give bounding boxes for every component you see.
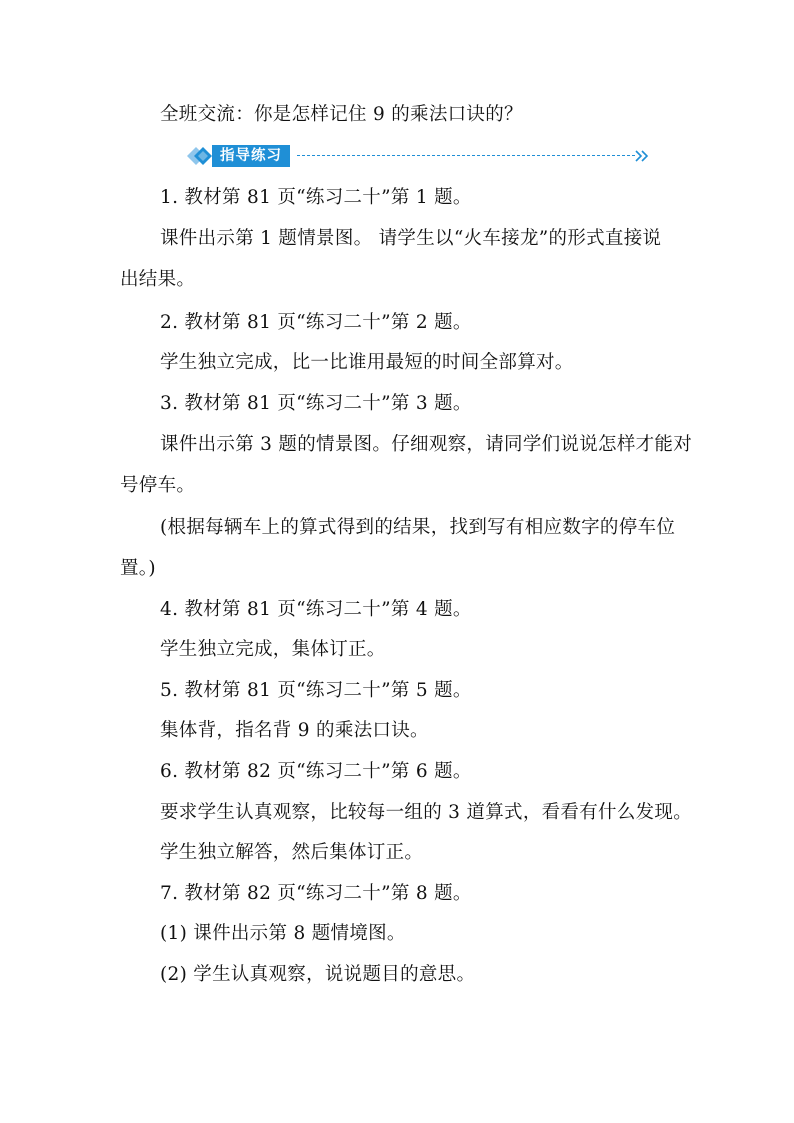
item-7-step-2: (2) 学生认真观察，说说题目的意思。 [160, 964, 476, 985]
item-3-body-line-1: 课件出示第 3 题的情景图。仔细观察，请同学们说说怎样才能对 [160, 434, 693, 455]
item-6-title: 6. 教材第 82 页“练习二十”第 6 题。 [160, 761, 472, 782]
intro-line: 全班交流：你是怎样记住 9 的乘法口诀的？ [160, 104, 523, 125]
item-1-body-line-1: 课件出示第 1 题情景图。 请学生以“火车接龙”的形式直接说 [160, 228, 662, 249]
item-7-title: 7. 教材第 82 页“练习二十”第 8 题。 [160, 883, 472, 904]
diamond-icon [185, 146, 215, 166]
item-3-note-line-1: (根据每辆车上的算式得到的结果，找到写有相应数字的停车位 [160, 517, 676, 538]
item-3-title: 3. 教材第 81 页“练习二十”第 3 题。 [160, 393, 472, 414]
item-2-body: 学生独立完成，比一比谁用最短的时间全部算对。 [160, 352, 574, 373]
item-3-body-line-2: 号停车。 [120, 475, 196, 496]
item-5-title: 5. 教材第 81 页“练习二十”第 5 题。 [160, 680, 472, 701]
item-2-title: 2. 教材第 81 页“练习二十”第 2 题。 [160, 312, 472, 333]
item-4-title: 4. 教材第 81 页“练习二十”第 4 题。 [160, 599, 472, 620]
item-6-body-line-2: 学生独立解答，然后集体订正。 [160, 842, 424, 863]
item-1-title: 1. 教材第 81 页“练习二十”第 1 题。 [160, 187, 472, 208]
item-7-step-1: (1) 课件出示第 8 题情境图。 [160, 923, 406, 944]
item-1-body-line-2: 出结果。 [120, 269, 196, 290]
item-5-body: 集体背，指名背 9 的乘法口诀。 [160, 720, 429, 741]
section-title: 指导练习 [212, 145, 290, 167]
item-3-note-line-2: 置。) [120, 558, 156, 579]
double-chevron-right-icon [633, 147, 653, 165]
section-header-guided-practice [185, 144, 655, 168]
section-divider [297, 155, 635, 156]
item-4-body: 学生独立完成，集体订正。 [160, 639, 386, 660]
item-6-body-line-1: 要求学生认真观察，比较每一组的 3 道算式，看看有什么发现。 [160, 802, 693, 823]
